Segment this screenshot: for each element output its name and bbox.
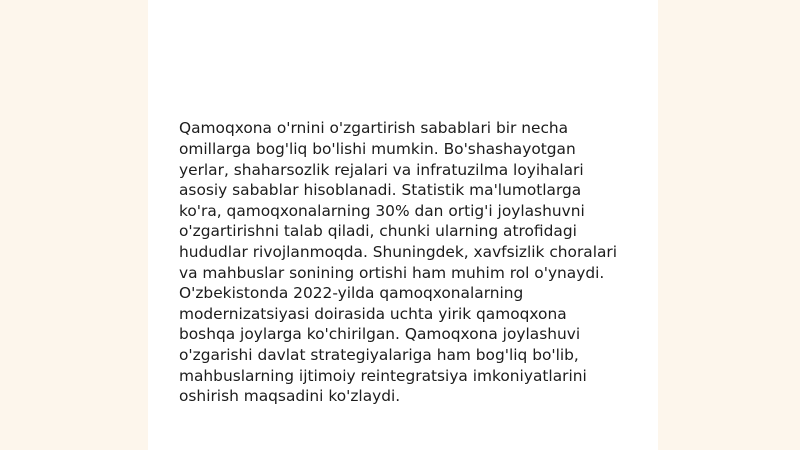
document-page (148, 0, 658, 450)
body-paragraph: Qamoqxona o'rnini o'zgartirish sabablari bir necha omillarga bog'liq bo'lishi mumkin. Bo'shashayotgan yerlar, shaharsozlik rejalari va infratuzilma loyihalari asosiy sabablar hisoblanadi. Statistik ma'lumotlarga ko'ra, qamoqxonalarning 30% dan ortig'i joylashuvni o'zgartirishni talab qiladi, chunki ularning atrofidagi hududlar rivojlanmoqda. Shuningdek, xavfsizlik choralari va mahbuslar sonining ortishi ham muhim rol o'ynaydi. O'zbekistonda 2022-yilda qamoqxonalarning modernizatsiyasi doirasida uchta yirik qamoqxona boshqa joylarga ko'chirilgan. Qamoqxona joylashuvi o'zgarishi davlat strategiyalariga ham bog'liq bo'lib, mahbuslarning ijtimoiy reintegratsiya imkoniyatlarini oshirish maqsadini ko'zlaydi. (179, 119, 618, 406)
